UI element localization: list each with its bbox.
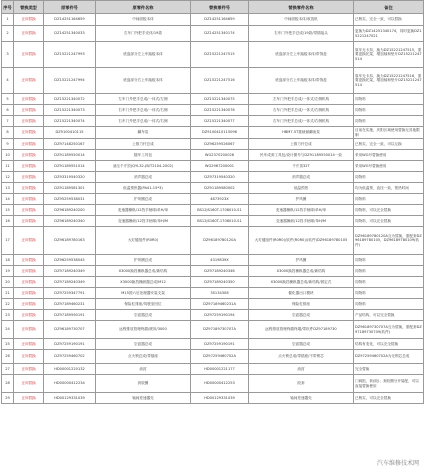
cell-orig-part-name: 随车工具包 bbox=[96, 150, 191, 161]
table-row bbox=[2, 299, 424, 310]
cell-index: 13 bbox=[2, 183, 14, 194]
cell-note: 已核实，可以完全替换 bbox=[354, 393, 424, 404]
cell-repl-part-no: DZ15221247515 bbox=[191, 42, 249, 68]
cell-repl-part-no: DZ97189730707A bbox=[191, 321, 249, 339]
table-row bbox=[2, 172, 424, 183]
cell-repl-part-name: 空滤器总成 bbox=[249, 339, 354, 350]
cell-replace-type: 正向替换 bbox=[14, 172, 44, 183]
cell-index: 9 bbox=[2, 139, 14, 150]
cell-repl-part-no: DZ15221340075 bbox=[191, 94, 249, 105]
cell-index: 14 bbox=[2, 194, 14, 205]
cell-repl-part-name: 中间面板本体/收放机 bbox=[249, 14, 354, 26]
cell-repl-part-name: 变速器操纵/12挡手柄球/单H/单 bbox=[249, 205, 354, 216]
table-row bbox=[2, 227, 424, 255]
cell-index: 3 bbox=[2, 42, 14, 68]
cell-repl-part-no: 35134308 bbox=[191, 288, 249, 299]
cell-repl-part-no: DZ15221340076 bbox=[191, 105, 249, 116]
cell-orig-part-no: DZ97259347791 bbox=[44, 288, 96, 299]
cell-orig-part-no: DZ97189240349 bbox=[44, 266, 96, 277]
cell-note: 目前在实施，庆阳区域使用替换无其他限制 bbox=[354, 127, 424, 139]
part-replacement-sheet bbox=[1, 0, 423, 468]
cell-repl-part-name: 催化器出口模块 bbox=[249, 288, 354, 299]
cell-orig-part-name: 变速器操纵/12挡手柄球/单H/单 bbox=[96, 205, 191, 216]
cell-repl-part-no: DZ15221247516 bbox=[191, 68, 249, 94]
cell-orig-part-name: 空滤器总成 bbox=[96, 310, 191, 321]
table-body bbox=[2, 14, 424, 404]
cell-index: 27 bbox=[2, 364, 14, 375]
cell-index: 6 bbox=[2, 105, 14, 116]
cell-repl-part-name: 护风圈 bbox=[249, 255, 354, 266]
cell-repl-part-no: DZ97259190194 bbox=[191, 310, 249, 321]
watermark-text: 汽车维修技术网 bbox=[376, 460, 419, 467]
cell-orig-part-name: 远程排放管理终端/缓冲/3000 bbox=[96, 321, 191, 339]
cell-orig-part-name: 中间面板本体 bbox=[96, 14, 191, 26]
cell-orig-part-name: 护风圈总成 bbox=[96, 194, 191, 205]
cell-orig-part-name: 低温预热器(PA41-15*3) bbox=[96, 183, 191, 194]
cell-orig-part-no: DZ15221247993 bbox=[44, 42, 96, 68]
table-row bbox=[2, 42, 424, 68]
cell-orig-part-no: DZ14251164659 bbox=[44, 14, 96, 26]
cell-index: 1 bbox=[2, 14, 14, 26]
cell-index: 7 bbox=[2, 116, 14, 127]
cell-orig-part-no: DZ15221340074 bbox=[44, 116, 96, 127]
cell-index: 23 bbox=[2, 310, 14, 321]
cell-repl-part-name: 右车门外把手总成/一体式/右侧机构 bbox=[249, 116, 354, 127]
cell-note: 同物料，可以完全替换 bbox=[354, 205, 424, 216]
cell-index: 24 bbox=[2, 321, 14, 339]
cell-note: 同物料 bbox=[354, 299, 424, 310]
cell-index: 28 bbox=[2, 375, 14, 393]
cell-repl-part-name: 右车门外把手总成/19款/带插接头 bbox=[249, 26, 354, 42]
table-row bbox=[2, 105, 424, 116]
cell-replace-type: 正向替换 bbox=[14, 375, 44, 393]
cell-repl-part-no: BS12JS160T-1708010-S1 bbox=[191, 205, 249, 216]
cell-orig-part-name: 保险杠排座/驾驶室回位 bbox=[96, 299, 191, 310]
cell-note: 同物料 bbox=[354, 172, 424, 183]
cell-repl-part-no: 4873923X bbox=[191, 194, 249, 205]
cell-repl-part-name: 千斤顶32T bbox=[249, 161, 354, 172]
cell-index: 5 bbox=[2, 94, 14, 105]
cell-orig-part-no: DZ97259460702 bbox=[44, 350, 96, 364]
cell-index: 25 bbox=[2, 339, 14, 350]
cell-orig-part-no: HD00001220132 bbox=[44, 364, 96, 375]
cell-note: DZ96189730707A互为替换，需配套DZ97189730709(软件) bbox=[354, 321, 424, 339]
header-index: 序号 bbox=[2, 1, 14, 14]
cell-replace-type: 正向替换 bbox=[14, 139, 44, 150]
cell-orig-part-name: X3000换挡操纵器总成/M12 bbox=[96, 277, 191, 288]
cell-orig-part-name: 右车门外把手壳体/19款 bbox=[96, 26, 191, 42]
cell-index: 26 bbox=[2, 350, 14, 364]
cell-replace-type: 正向替换 bbox=[14, 266, 44, 277]
cell-repl-part-name: 轴间差速器壳 bbox=[249, 393, 354, 404]
cell-orig-part-no: DZ15221340072 bbox=[44, 94, 96, 105]
table-row bbox=[2, 194, 424, 205]
table-row bbox=[2, 321, 424, 339]
cell-repl-part-no: DZ15221340077 bbox=[191, 116, 249, 127]
cell-orig-part-no: HD00000412234 bbox=[44, 375, 96, 393]
cell-index: 10 bbox=[2, 150, 14, 161]
cell-repl-part-name: 民车成套工具包/设计图号与DZ91189550014一致 bbox=[249, 150, 354, 161]
cell-replace-type: 正向替换 bbox=[14, 94, 44, 105]
cell-index: 22 bbox=[2, 299, 14, 310]
table-row bbox=[2, 127, 424, 139]
table-row bbox=[2, 14, 424, 26]
header-repl-part-name: 替换零件名称 bbox=[249, 1, 354, 14]
cell-orig-part-name: 右车门外把手总成/一体式/右侧 bbox=[96, 116, 191, 127]
cell-replace-type: 正向替换 bbox=[14, 227, 44, 255]
cell-replace-type: 正向替换 bbox=[14, 216, 44, 227]
cell-orig-part-name: 右车门外把手总成/一体式/右侧 bbox=[96, 105, 191, 116]
cell-note: 原车无卡扣，换为DZ15221247515，需要更换托架，增加轴和垫片DZ15221247514 bbox=[354, 42, 424, 68]
cell-repl-part-name: 胶套 bbox=[249, 375, 354, 393]
header-orig-part-name: 原零件名称 bbox=[96, 1, 191, 14]
table-row bbox=[2, 94, 424, 105]
cell-replace-type: 正向替换 bbox=[14, 42, 44, 68]
cell-repl-part-name: X3000换挡操纵器总成/新结构 bbox=[249, 266, 354, 277]
header-repl-part-no: 替换零件号 bbox=[191, 1, 249, 14]
cell-note: 原车无卡扣，换为DZ15221247516，需要更换托架，增加轴和垫片DZ15221247514 bbox=[354, 68, 424, 94]
cell-replace-type: 正向替换 bbox=[14, 321, 44, 339]
cell-orig-part-no: DZ96189240340 bbox=[44, 216, 96, 227]
table-row bbox=[2, 364, 424, 375]
cell-orig-part-no: DZ91189550014 bbox=[44, 150, 96, 161]
cell-orig-part-name: X3000换挡操纵器总成/新结构 bbox=[96, 266, 191, 277]
cell-replace-type: 正向替换 bbox=[14, 310, 44, 321]
cell-note: 同物料 bbox=[354, 105, 424, 116]
table-row bbox=[2, 161, 424, 172]
cell-orig-part-no: DZ9100410115 bbox=[44, 127, 96, 139]
cell-replace-type: 正向替换 bbox=[14, 68, 44, 94]
cell-orig-part-no: DZ91189551014 bbox=[44, 161, 96, 172]
cell-repl-part-no: HD00129331039 bbox=[191, 393, 249, 404]
cell-repl-part-name: HBM7.5T重载倾翻油泵 bbox=[249, 127, 354, 139]
cell-repl-part-no: DZ97189460231A bbox=[191, 299, 249, 310]
cell-index: 8 bbox=[2, 127, 14, 139]
cell-note: 已核实，完全一致，可以互换 bbox=[354, 139, 424, 150]
cell-repl-part-name: 右车门外把手总成/一体式/右侧机构 bbox=[249, 105, 354, 116]
cell-index: 15 bbox=[2, 205, 14, 216]
cell-orig-part-name: 翻车泵 bbox=[96, 127, 191, 139]
cell-repl-part-name: 底盘部分右上车踏板本体/带饰盖 bbox=[249, 68, 354, 94]
cell-orig-part-name: 套胶圈 bbox=[96, 375, 191, 393]
table-row bbox=[2, 288, 424, 299]
cell-orig-part-no: DZ96189240200 bbox=[44, 205, 96, 216]
header-note: 备注 bbox=[354, 1, 424, 14]
cell-repl-part-name: 底盘部分左上车踏板本体/带饰盖 bbox=[249, 42, 354, 68]
table-row bbox=[2, 68, 424, 94]
cell-replace-type: 正向替换 bbox=[14, 14, 44, 26]
cell-note: 同物料 bbox=[354, 277, 424, 288]
table-header-row bbox=[2, 1, 424, 14]
cell-note: DZ97259460702A为无锁芯总成 bbox=[354, 350, 424, 364]
cell-orig-part-name: 大灯键组件(R0R0) bbox=[96, 227, 191, 255]
cell-note: 采用WG号替换使用 bbox=[354, 150, 424, 161]
cell-orig-part-no: DZ96189730707 bbox=[44, 321, 96, 339]
cell-replace-type: 正向替换 bbox=[14, 26, 44, 42]
cell-orig-part-no: DZ91189581301 bbox=[44, 183, 96, 194]
cell-repl-part-no: DZ97319540320 bbox=[191, 172, 249, 183]
cell-index: 20 bbox=[2, 277, 14, 288]
cell-repl-part-name: 低温预热 bbox=[249, 183, 354, 194]
cell-replace-type: 正向替换 bbox=[14, 364, 44, 375]
cell-note: 采用WG号替换使用 bbox=[354, 161, 424, 172]
cell-replace-type: 正向替换 bbox=[14, 105, 44, 116]
cell-note: 同物料 bbox=[354, 255, 424, 266]
cell-orig-part-name: 轴间差速器壳 bbox=[96, 393, 191, 404]
cell-orig-part-no: DZ97189590191 bbox=[44, 310, 96, 321]
cell-index: 4 bbox=[2, 68, 14, 94]
cell-index: 29 bbox=[2, 393, 14, 404]
cell-orig-part-no: DZ15221247994 bbox=[44, 68, 96, 94]
cell-replace-type: 正向替换 bbox=[14, 161, 44, 172]
cell-note: 更换为DZ14251340174，同时更换DZ15221247021 bbox=[354, 26, 424, 42]
cell-orig-part-no: DZ95259538031 bbox=[44, 194, 96, 205]
table-row bbox=[2, 375, 424, 393]
cell-repl-part-no: DZ97189240346 bbox=[191, 266, 249, 277]
cell-note: 完全替换 bbox=[354, 364, 424, 375]
header-orig-part-no: 原零件号 bbox=[44, 1, 96, 14]
cell-orig-part-name: 空滤器总成 bbox=[96, 339, 191, 350]
cell-replace-type: 正向替换 bbox=[14, 205, 44, 216]
cell-replace-type: 正向替换 bbox=[14, 393, 44, 404]
cell-note: 同物料，可以完全替换 bbox=[354, 216, 424, 227]
table-row bbox=[2, 310, 424, 321]
cell-repl-part-name: 大灯键组件(R0R0)/软件(R0R0)/(软件)DZ96189780105 bbox=[249, 227, 354, 255]
cell-note: 同物料 bbox=[354, 94, 424, 105]
cell-note: 同物料 bbox=[354, 288, 424, 299]
cell-orig-part-name: 左车门外把手总成/一体式/左侧 bbox=[96, 94, 191, 105]
cell-note: 产品结构，可以完全替换 bbox=[354, 310, 424, 321]
cell-orig-part-no: HD00129331039 bbox=[44, 393, 96, 404]
cell-replace-type: 正向替换 bbox=[14, 194, 44, 205]
cell-note: 同物料 bbox=[354, 266, 424, 277]
cell-repl-part-name: 上推力杆总成 bbox=[249, 139, 354, 150]
cell-note: 结构有变化，可以完全替换 bbox=[354, 339, 424, 350]
cell-repl-part-no: DZ9100410115096 bbox=[191, 127, 249, 139]
cell-repl-part-no: WG2370200026 bbox=[191, 150, 249, 161]
cell-replace-type: 正向替换 bbox=[14, 150, 44, 161]
cell-orig-part-no: DZ97259190191 bbox=[44, 339, 96, 350]
cell-note: 均为低温预，直径一致，预热时间 bbox=[354, 183, 424, 194]
cell-repl-part-name: X3000换挡操纵器总成/新结构/固定式 bbox=[249, 277, 354, 288]
cell-index: 17 bbox=[2, 227, 14, 255]
cell-repl-part-no: HD00001221177 bbox=[191, 364, 249, 375]
cell-repl-part-name: 远程排放管理终端终端/带软件DZ97189730 bbox=[249, 321, 354, 339]
cell-orig-part-name: 油压千斤顶(QYL32-JB/T2104-2002) bbox=[96, 161, 191, 172]
cell-note: 同物料 bbox=[354, 116, 424, 127]
table-row bbox=[2, 393, 424, 404]
cell-note: 门阀组，套(胶)；套胶圈分开装配，可以直接替换使用 bbox=[354, 375, 424, 393]
table-row bbox=[2, 266, 424, 277]
cell-orig-part-no: DZ97189240349 bbox=[44, 277, 96, 288]
cell-note: DZ96189780120A互为替换，需配套DZ96189780105，DZ96189780109(软件) bbox=[354, 227, 424, 255]
table-row bbox=[2, 139, 424, 150]
table-row bbox=[2, 216, 424, 227]
table-row bbox=[2, 26, 424, 42]
cell-replace-type: 正向替换 bbox=[14, 299, 44, 310]
cell-orig-part-no: DZ96259538045 bbox=[44, 255, 96, 266]
cell-orig-part-name: 变速器操纵/12挡手柄球/单H/M bbox=[96, 216, 191, 227]
cell-repl-part-name: 空滤器总成 bbox=[249, 310, 354, 321]
cell-repl-part-no: 4319839X bbox=[191, 255, 249, 266]
cell-repl-part-name: 油封 bbox=[249, 364, 354, 375]
cell-orig-part-name: M15国六后处理器安装支架 bbox=[96, 288, 191, 299]
cell-orig-part-no: DZ15221340073 bbox=[44, 105, 96, 116]
cell-repl-part-no: DZ14251340174 bbox=[191, 26, 249, 42]
cell-repl-part-no: DZ14251164659 bbox=[191, 14, 249, 26]
cell-repl-part-name: 左车门外把手总成/一体式/左侧机构 bbox=[249, 94, 354, 105]
cell-orig-part-name: 护风圈总成 bbox=[96, 255, 191, 266]
cell-repl-part-no: DZ97259190191 bbox=[191, 339, 249, 350]
cell-orig-part-no: DZ93319540320 bbox=[44, 172, 96, 183]
cell-orig-part-name: 点火锁总成/带插座 bbox=[96, 350, 191, 364]
cell-orig-part-name: 底盘部分右上车踏板本体 bbox=[96, 68, 191, 94]
cell-note: 同物料 bbox=[354, 194, 424, 205]
cell-index: 21 bbox=[2, 288, 14, 299]
cell-repl-part-name: 消声器总成 bbox=[249, 172, 354, 183]
cell-orig-part-no: DZ96189780163 bbox=[44, 227, 96, 255]
cell-repl-part-name: 点火锁总成/带插座/不带锁芯 bbox=[249, 350, 354, 364]
cell-index: 16 bbox=[2, 216, 14, 227]
cell-repl-part-no: WG2967200001 bbox=[191, 161, 249, 172]
cell-note: 已核实，完全一致，可以替换 bbox=[354, 14, 424, 26]
table-row bbox=[2, 277, 424, 288]
cell-index: 12 bbox=[2, 172, 14, 183]
table-row bbox=[2, 339, 424, 350]
cell-replace-type: 正向替换 bbox=[14, 255, 44, 266]
table-row bbox=[2, 150, 424, 161]
cell-orig-part-name: 上推力杆总成 bbox=[96, 139, 191, 150]
cell-index: 18 bbox=[2, 255, 14, 266]
cell-index: 2 bbox=[2, 26, 14, 42]
cell-orig-part-no: DZ14251340033 bbox=[44, 26, 96, 42]
cell-repl-part-no: DZ97259460702A bbox=[191, 350, 249, 364]
cell-orig-part-no: DZ97148250167 bbox=[44, 139, 96, 150]
cell-repl-part-no: DZ96259526067 bbox=[191, 139, 249, 150]
header-replace-type: 替换类型 bbox=[14, 1, 44, 14]
replacement-table bbox=[1, 0, 424, 404]
cell-replace-type: 正向替换 bbox=[14, 127, 44, 139]
table-row bbox=[2, 350, 424, 364]
cell-orig-part-no: DZ97189460231 bbox=[44, 299, 96, 310]
cell-repl-part-no: BS12JS160T-1708010-S1 bbox=[191, 216, 249, 227]
cell-repl-part-no: DZ97189240350 bbox=[191, 277, 249, 288]
cell-repl-part-no: DZ91189580002 bbox=[191, 183, 249, 194]
cell-replace-type: 正向替换 bbox=[14, 116, 44, 127]
cell-repl-part-name: 保险杠排座 bbox=[249, 299, 354, 310]
cell-orig-part-name: 消声器总成 bbox=[96, 172, 191, 183]
cell-replace-type: 正向替换 bbox=[14, 277, 44, 288]
cell-replace-type: 正向替换 bbox=[14, 183, 44, 194]
table-row bbox=[2, 183, 424, 194]
cell-index: 19 bbox=[2, 266, 14, 277]
cell-replace-type: 正向替换 bbox=[14, 288, 44, 299]
table-row bbox=[2, 116, 424, 127]
cell-replace-type: 正向替换 bbox=[14, 350, 44, 364]
cell-repl-part-name: 护风圈 bbox=[249, 194, 354, 205]
cell-index: 11 bbox=[2, 161, 14, 172]
table-row bbox=[2, 255, 424, 266]
cell-replace-type: 正向替换 bbox=[14, 339, 44, 350]
cell-repl-part-no: HD00000412253 bbox=[191, 375, 249, 393]
table-row bbox=[2, 205, 424, 216]
cell-orig-part-name: 油封 bbox=[96, 364, 191, 375]
cell-orig-part-name: 底盘部分左上车踏板本体 bbox=[96, 42, 191, 68]
cell-repl-part-name: 变速器操纵/12挡手柄球/单H/M bbox=[249, 216, 354, 227]
cell-repl-part-no: DZ96189780120A bbox=[191, 227, 249, 255]
